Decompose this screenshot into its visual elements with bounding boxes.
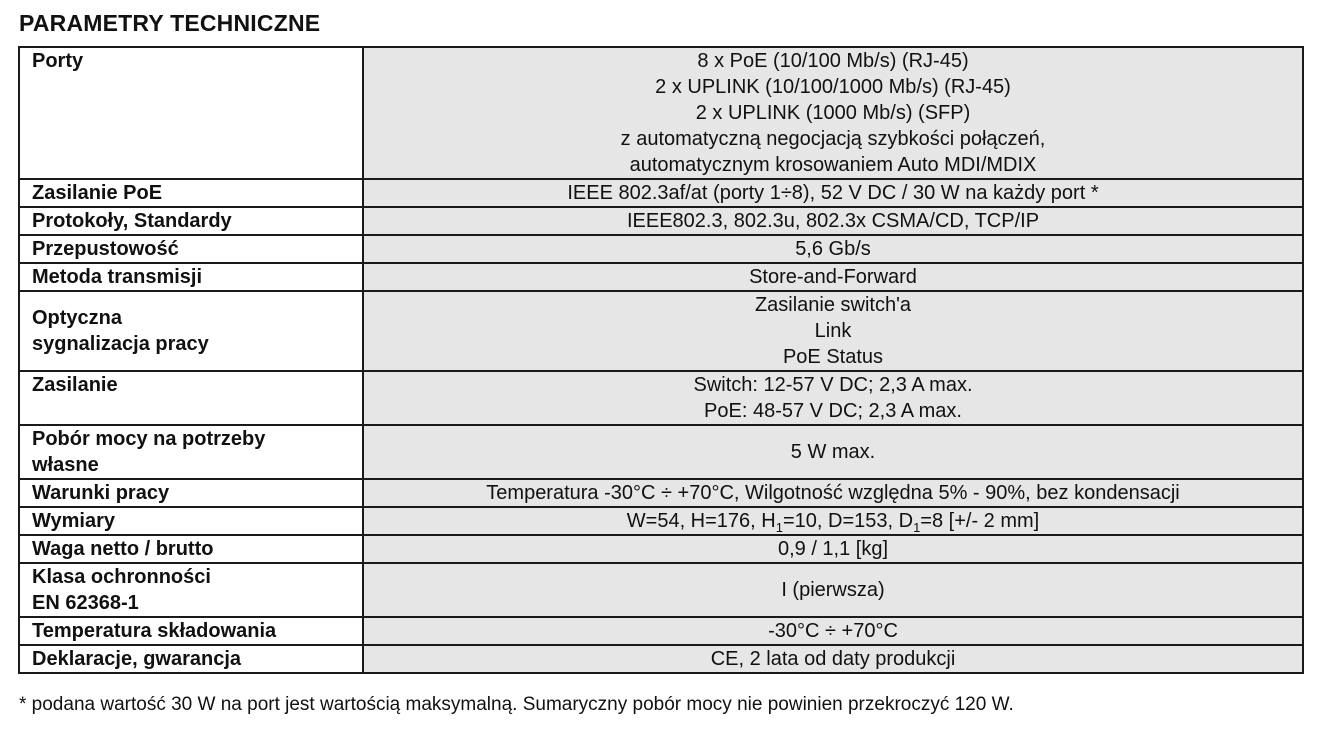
row-label-declarations: Deklaracje, gwarancja xyxy=(19,645,363,673)
label-line: EN 62368-1 xyxy=(32,592,139,614)
row-label-protocols: Protokoły, Standardy xyxy=(19,207,363,235)
table-row xyxy=(19,235,1303,263)
row-value-storage-temperature: -30°C ÷ +70°C xyxy=(363,617,1303,645)
footnote: * podana wartość 30 W na port jest wartością maksymalną. Sumaryczny pobór mocy nie powinien przekroczyć 120 W. xyxy=(19,694,1014,715)
table-row xyxy=(19,563,1303,617)
row-label-dimensions: Wymiary xyxy=(19,507,363,535)
table-row xyxy=(19,645,1303,673)
value-line: 8 x PoE (10/100 Mb/s) (RJ-45) xyxy=(697,50,969,72)
dims-part: =8 [+/- 2 mm] xyxy=(920,510,1040,532)
row-label-weight: Waga netto / brutto xyxy=(19,535,363,563)
row-label-power-supply: Zasilanie xyxy=(19,371,363,425)
table-row xyxy=(19,207,1303,235)
table-row xyxy=(19,47,1303,179)
row-value-optical-signaling xyxy=(363,291,1303,371)
table-row xyxy=(19,291,1303,371)
row-label-own-consumption xyxy=(19,425,363,479)
label-line: Pobór mocy na potrzeby xyxy=(32,428,266,450)
value-line: 2 x UPLINK (10/100/1000 Mb/s) (RJ-45) xyxy=(655,76,1011,98)
table-row xyxy=(19,371,1303,425)
row-value-weight: 0,9 / 1,1 [kg] xyxy=(363,535,1303,563)
label-line: Optyczna xyxy=(32,307,123,329)
spec-table xyxy=(18,46,1304,674)
table-row xyxy=(19,479,1303,507)
label-line: sygnalizacja pracy xyxy=(32,333,209,355)
table-row xyxy=(19,263,1303,291)
label-line: własne xyxy=(32,454,99,476)
table-row xyxy=(19,507,1303,535)
value-line: automatycznym krosowaniem Auto MDI/MDIX xyxy=(629,154,1037,176)
row-label-poe-power: Zasilanie PoE xyxy=(19,179,363,207)
row-label-operating-conditions: Warunki pracy xyxy=(19,479,363,507)
row-label-protection-class xyxy=(19,563,363,617)
value-line: PoE: 48-57 V DC; 2,3 A max. xyxy=(704,400,962,422)
dims-subscript: 1 xyxy=(775,520,783,535)
row-value-protocols: IEEE802.3, 802.3u, 802.3x CSMA/CD, TCP/IP xyxy=(363,207,1303,235)
row-value-operating-conditions: Temperatura -30°C ÷ +70°C, Wilgotność względna 5% - 90%, bez kondensacji xyxy=(363,479,1303,507)
row-value-power-supply xyxy=(363,371,1303,425)
value-line: z automatyczną negocjacją szybkości połączeń, xyxy=(620,128,1046,150)
dims-subscript: 1 xyxy=(913,520,921,535)
row-value-dimensions xyxy=(363,507,1303,535)
row-value-ports xyxy=(363,47,1303,179)
table-row xyxy=(19,179,1303,207)
value-line: PoE Status xyxy=(782,346,884,368)
dims-part: W=54, H=176, H xyxy=(626,510,776,532)
row-value-protection-class: I (pierwsza) xyxy=(363,563,1303,617)
page-title: PARAMETRY TECHNICZNE xyxy=(19,10,321,36)
row-value-transmission: Store-and-Forward xyxy=(363,263,1303,291)
row-label-ports: Porty xyxy=(19,47,363,179)
row-value-declarations: CE, 2 lata od daty produkcji xyxy=(363,645,1303,673)
row-label-storage-temperature: Temperatura składowania xyxy=(19,617,363,645)
row-value-own-consumption: 5 W max. xyxy=(363,425,1303,479)
dims-part: =10, D=153, D xyxy=(782,510,914,532)
row-label-optical-signaling xyxy=(19,291,363,371)
value-line: Zasilanie switch'a xyxy=(754,294,912,316)
value-line: 2 x UPLINK (1000 Mb/s) (SFP) xyxy=(695,102,971,124)
label-line: Klasa ochronności xyxy=(32,566,211,588)
table-row xyxy=(19,617,1303,645)
value-line: Switch: 12-57 V DC; 2,3 A max. xyxy=(693,374,973,396)
row-value-throughput: 5,6 Gb/s xyxy=(363,235,1303,263)
table-row xyxy=(19,425,1303,479)
table-row xyxy=(19,535,1303,563)
row-label-throughput: Przepustowość xyxy=(19,235,363,263)
row-label-transmission: Metoda transmisji xyxy=(19,263,363,291)
row-value-poe-power: IEEE 802.3af/at (porty 1÷8), 52 V DC / 30 W na każdy port * xyxy=(363,179,1303,207)
value-line: Link xyxy=(814,320,852,342)
